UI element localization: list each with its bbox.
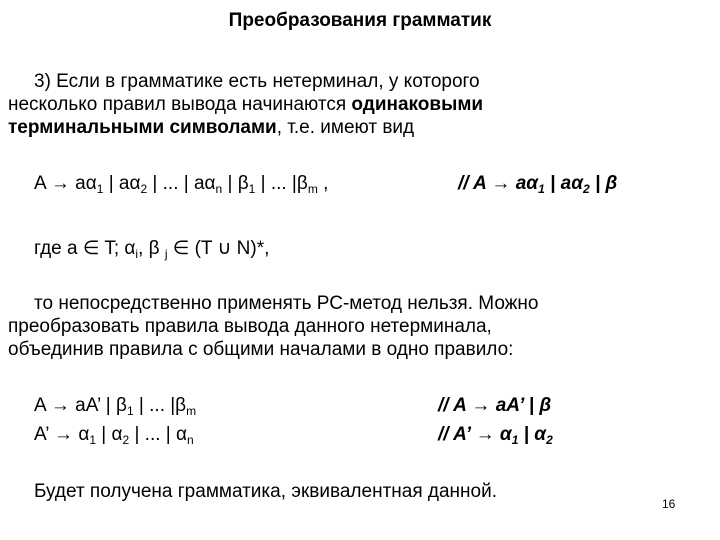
clause-text: где a ∈ T; α [34, 238, 136, 259]
grammar-rule [34, 394, 196, 417]
subscript: 2 [582, 182, 590, 196]
subscript: 1 [89, 433, 97, 447]
subscript: m [307, 182, 318, 196]
subscript: 2 [546, 433, 553, 447]
rule-text: , [317, 173, 329, 194]
conclusion-text: Будет получена грамматика, эквивалентная данной. [34, 481, 497, 502]
comment-text: | β [589, 173, 618, 194]
text-run: несколько правил вывода начинаются [8, 94, 352, 115]
rule-text: | ... |β [255, 173, 308, 194]
comment-text: | aα [544, 173, 583, 194]
subscript: m [186, 404, 197, 418]
subscript: n [215, 182, 223, 196]
rule-text: | ... | α [129, 424, 187, 445]
paragraph-line: 3) Если в грамматике есть нетерминал, у которого [34, 71, 480, 92]
rule-comment [458, 172, 617, 195]
paragraph-line [8, 116, 414, 139]
clause-text: , β [138, 238, 165, 259]
rule-text: A → aA’ | β [34, 395, 127, 416]
subscript: 2 [122, 433, 130, 447]
paragraph-line: преобразовать правила вывода данного нетерминала, [8, 316, 492, 337]
comment-text: | α [518, 424, 547, 445]
subscript: n [187, 433, 194, 447]
rule-comment [438, 423, 553, 446]
rule-text: A → aα [34, 173, 97, 194]
rule-text: A’ → α [34, 424, 90, 445]
rule-text: | β [222, 173, 249, 194]
bold-text-run: терминальными символами [8, 117, 277, 138]
rule-text: | α [96, 424, 123, 445]
subscript: j [164, 247, 168, 261]
rule-text: | ... |β [133, 395, 187, 416]
subscript: 1 [248, 182, 256, 196]
subscript: 1 [126, 404, 134, 418]
grammar-rule [34, 423, 194, 446]
subscript: i [135, 247, 139, 261]
subscript: 2 [140, 182, 148, 196]
rule-text: | ... | aα [147, 173, 216, 194]
paragraph-line [8, 93, 483, 116]
comment-text: // A → aα [458, 173, 539, 194]
rule-text: | aα [103, 173, 141, 194]
where-clause [34, 237, 269, 260]
paragraph-line: то непосредственно применять РС-метод нельзя. Можно [34, 293, 539, 314]
clause-text: ∈ (T ∪ N)*, [167, 238, 270, 259]
bold-text-run: одинаковыми [351, 94, 484, 115]
subscript: 1 [538, 182, 545, 196]
text-run: , т.е. имеют вид [276, 117, 415, 138]
subscript: 1 [511, 433, 519, 447]
comment-text: // A’ → α [438, 424, 512, 445]
paragraph-line: объединив правила с общими началами в одно правило: [8, 339, 514, 360]
page-number: 16 [662, 497, 676, 511]
slide-title: Преобразования грамматик [228, 10, 492, 31]
subscript: 1 [96, 182, 104, 196]
rule-comment: // A → aA’ | β [438, 395, 552, 416]
grammar-rule [34, 172, 328, 195]
